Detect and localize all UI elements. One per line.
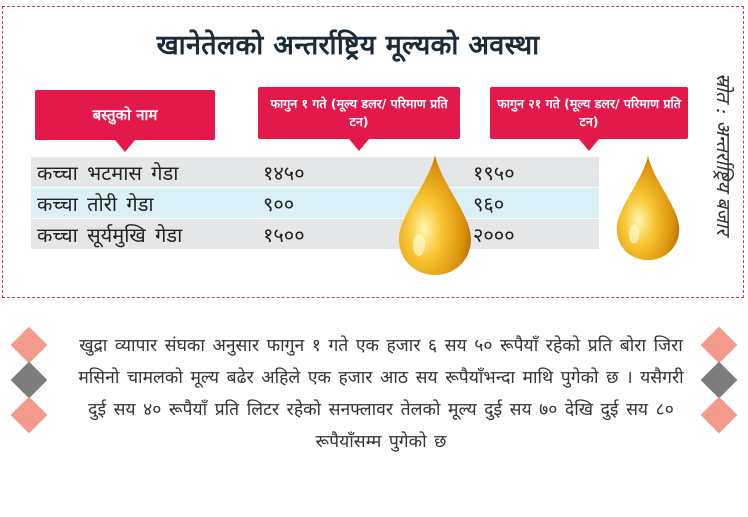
item-name: कच्चा भटमास गेडा (37, 160, 179, 185)
price-falgun-1: ९०० (263, 191, 295, 216)
price-falgun-21: ९६० (473, 191, 505, 216)
infographic-title: खानेतेलको अन्तर्राष्ट्रिय मूल्यको अवस्था (156, 30, 540, 61)
price-falgun-21: २००० (473, 222, 515, 247)
table-row (31, 188, 599, 219)
price-falgun-21: १९५० (473, 160, 515, 185)
table-row (31, 157, 599, 188)
column-header-falgun-1: फागुन १ गते (मूल्य डलर/ परिमाण प्रति टन) (258, 87, 460, 139)
item-name: कच्चा सूर्यमुखि गेडा (37, 222, 183, 247)
price-table (31, 157, 599, 250)
news-paragraph: खुद्रा व्यापार संघका अनुसार फागुन १ गते एक हजार ६ सय ५० रूपैयाँ रहेको प्रति बोरा जिरा मसिनो चामलको मूल्य बढेर अहिले एक हजार आठ सय रूपैयाँभन्दा माथि पुगेको छ । यसैगरी दुई सय ४० रूपैयाँ प्रति लिटर रहेको सनफ्लावर तेलको मूल्य दुई सय ७० देखि दुई सय ८० रूपैयाँसम्म पुगेको छ (78, 336, 684, 452)
diamond-icon (701, 327, 738, 364)
decorative-bullets-left (10, 332, 46, 437)
oil-price-infographic (2, 6, 744, 298)
price-falgun-1: १४५० (263, 160, 305, 185)
column-header-falgun-21: फागुन २१ गते (मूल्य डलर/ परिमाण प्रति टन) (490, 87, 688, 139)
source-text: स्रोत : अन्तर्राष्ट्रिय बजार (712, 73, 734, 235)
oil-drop-icon (397, 153, 473, 277)
diamond-icon (701, 362, 738, 399)
oil-drop-icon (615, 153, 681, 263)
price-falgun-1: १५०० (263, 222, 305, 247)
diamond-icon (701, 397, 738, 434)
column-header-item-name: बस्तुको नाम (35, 90, 215, 140)
table-row (31, 219, 599, 250)
diamond-icon (11, 397, 48, 434)
diamond-icon (11, 362, 48, 399)
item-name: कच्चा तोरी गेडा (37, 191, 154, 216)
decorative-bullets-right (700, 332, 736, 437)
diamond-icon (11, 327, 48, 364)
source-label (709, 23, 739, 285)
